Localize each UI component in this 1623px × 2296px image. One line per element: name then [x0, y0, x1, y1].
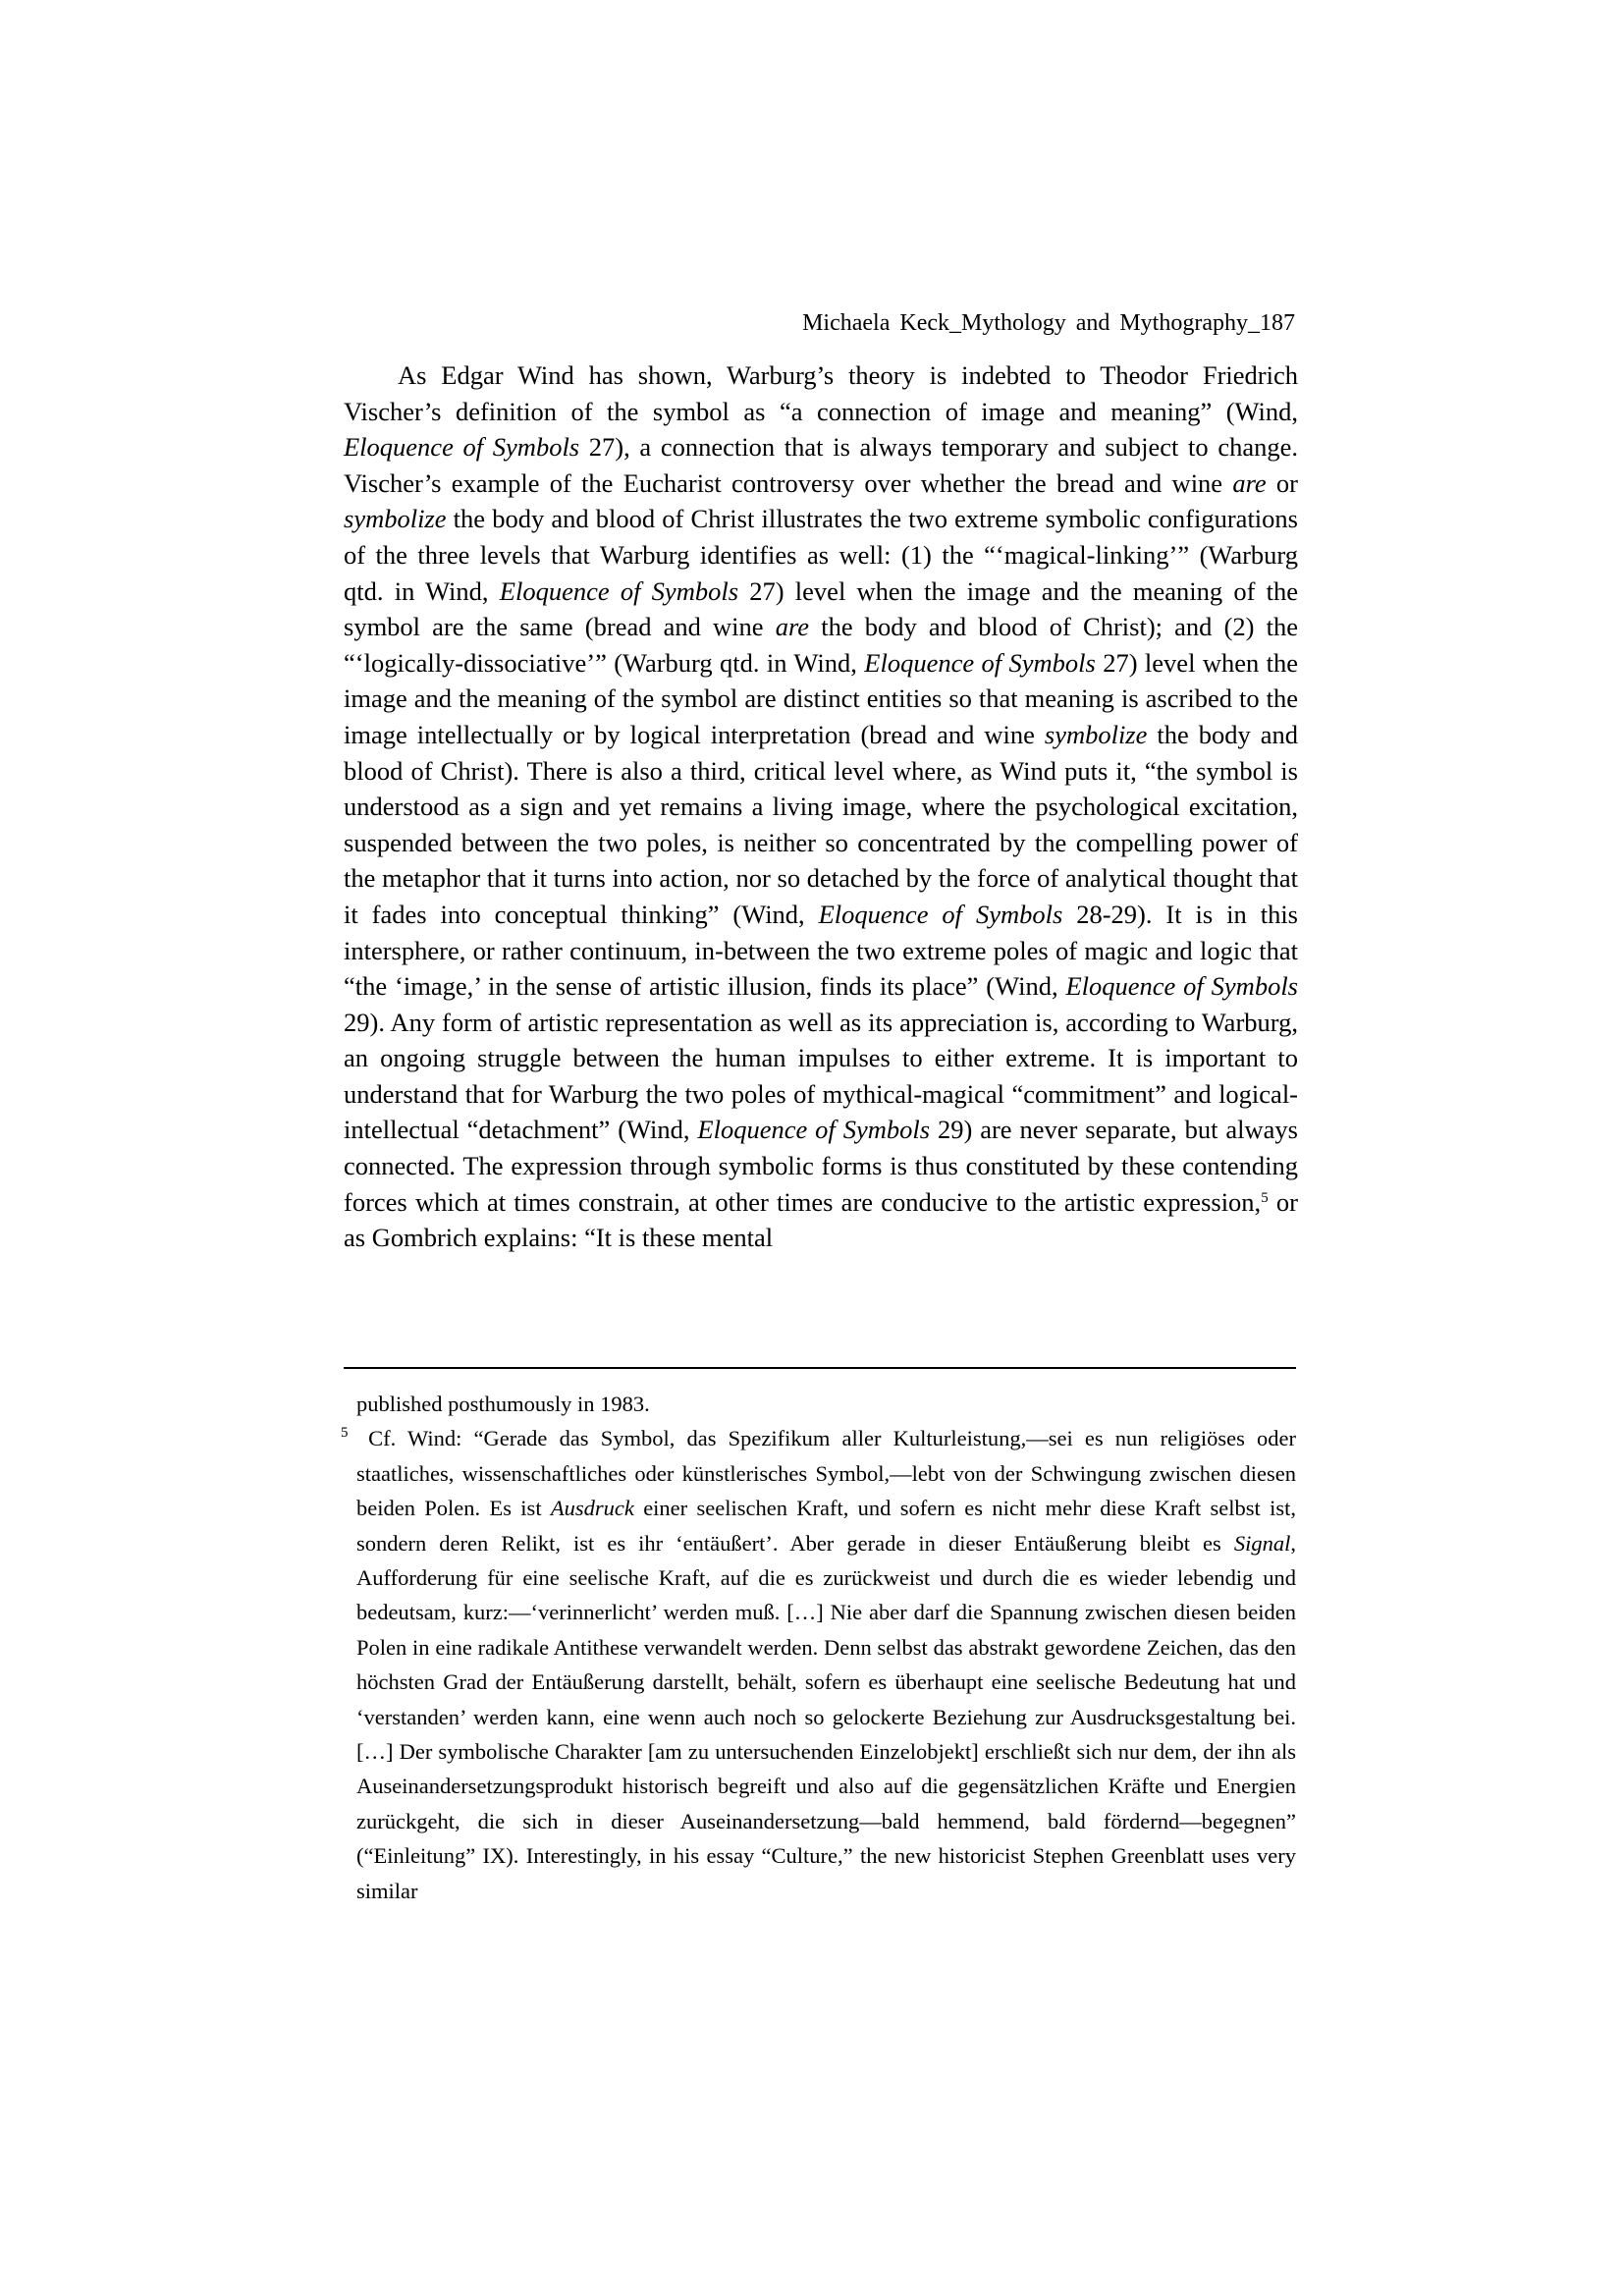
italic-text: Signal: [1233, 1530, 1291, 1556]
italic-text: Eloquence of Symbols: [864, 647, 1096, 678]
italic-text: Ausdruck: [550, 1496, 634, 1521]
text-run: Cf. Wind: “Gerade das Symbol, das Spezifikum aller Kulturleistung,—sei es nun religiöses oder staatliches, wissenschaftliches oder künstlerisches Symbol,—lebt von der Schwingung zwischen diesen beiden Polen. Es ist: [356, 1426, 1296, 1521]
footnote-marker: 5: [341, 1425, 349, 1442]
text-run: 29). Any form of artistic representation as well as its appreciation is, according to Warburg, an ongoing struggle between the human impulses to either extreme. It is important to understand that for Warburg the two poles of mythical-magical “commitment” and logical-intellectual “detachment” (Wind,: [344, 1007, 1298, 1145]
text-run: 27), a connection that is always temporary and subject to change. Vischer’s example of the Eucharist controversy over whether the bread and wine: [344, 432, 1298, 498]
italic-text: symbolize: [1044, 719, 1148, 749]
text-run: As Edgar Wind has shown, Warburg’s theory is indebted to Theodor Friedrich Vischer’s definition of the symbol as “a connection of image and meaning” (Wind,: [344, 360, 1298, 426]
paragraph: [344, 357, 1298, 1256]
footnote-number: [341, 1421, 356, 1455]
text-run: 27) level when the image and the meaning of the symbol are distinct entities so that meaning is ascribed to the image intellectually or by logical interpretation (bread and wine: [344, 647, 1298, 749]
italic-text: are: [1232, 467, 1267, 498]
footnotes: [341, 1387, 1296, 1908]
italic-text: are: [775, 612, 810, 642]
italic-text: Eloquence of Symbols: [818, 899, 1063, 929]
italic-text: Eloquence of Symbols: [344, 432, 580, 463]
italic-text: symbolize: [344, 504, 447, 534]
text-run: 28-29). It is in this intersphere, or rather continuum, in-between the two extreme poles of magic and logic that “the ‘image,’ in the sense of artistic illusion, finds its place” (Wind,: [344, 899, 1299, 1002]
text-run: , Aufforderung für eine seelische Kraft, auf die es zurückweist und durch die es wieder lebendig und bedeutsam, kurz:—‘verinnerlicht’ werden muß. […] Nie aber darf die Spannung zwischen diesen beiden Polen in eine radikale Antithese verwandelt werden. Denn selbst das abstrakt gewordene Zeichen, das den höchsten Grad der Entäußerung darstellt, behält, sofern es überhaupt eine seelische Bedeutung hat und ‘verstanden’ werden kann, eine wenn auch noch so gelockerte Beziehung zur Ausdrucksgestaltung bei. […] Der symbolische Charakter [am zu untersuchenden Einzelobjekt] erschließt sich nur dem, der ihn als Auseinandersetzungsprodukt historisch begreift und also auf die gegensätzlichen Kräfte und Energien zurückgeht, die sich in dieser Auseinandersetzung—bald hemmend, bald fördernd—begegnen” (“Einleitung” IX). Interestingly, in his essay “Culture,” the new historicist Stephen Greenblatt uses very similar: [356, 1530, 1296, 1903]
text-run: einer seelischen Kraft, und sofern es nicht mehr diese Kraft selbst ist, sondern deren Relikt, ist es ihr ‘entäußert’. Aber gerade in dieser Entäußerung bleibt es: [356, 1496, 1296, 1556]
footnote-5: [341, 1421, 1296, 1908]
footnote-separator: [344, 1367, 1296, 1369]
italic-text: Eloquence of Symbols: [697, 1115, 931, 1145]
italic-text: Eloquence of Symbols: [499, 575, 739, 606]
text-run: the body and blood of Christ); and (2) the “‘logically-dissociative’” (Warburg qtd. in Wind,: [344, 612, 1298, 678]
footnote-reference: 5: [1261, 1189, 1269, 1206]
text-run: or as Gombrich explains: “It is these mental: [344, 1186, 1299, 1253]
text-run: 27) level when the image and the meaning of the symbol are the same (bread and wine: [344, 575, 1299, 642]
body-text: [344, 357, 1298, 1256]
footnote-text: [356, 1426, 1296, 1902]
text-run: 29) are never separate, but always connected. The expression through symbolic forms is thus constituted by these contending forces which at times constrain, at other times are conducive to the artistic expression,: [344, 1115, 1298, 1217]
italic-text: Eloquence of Symbols: [1065, 971, 1298, 1002]
text-run: the body and blood of Christ). There is also a third, critical level where, as Wind puts it, “the symbol is understood as a sign and yet remains a living image, where the psychological excitation, suspended between the two poles, is neither so concentrated by the compelling power of the metaphor that it turns into action, nor so detached by the force of analytical thought that it fades into conceptual thinking” (Wind,: [344, 719, 1298, 929]
footnote-continued: published posthumously in 1983.: [356, 1392, 650, 1416]
text-run: or: [1266, 467, 1298, 498]
running-head: Michaela Keck_Mythology and Mythography_187: [802, 310, 1295, 336]
text-run: the body and blood of Christ illustrates the two extreme symbolic configurations of the three levels that Warburg identifies as well: (1) the “‘magical-linking’” (Warburg qtd. in Wind,: [344, 504, 1298, 606]
